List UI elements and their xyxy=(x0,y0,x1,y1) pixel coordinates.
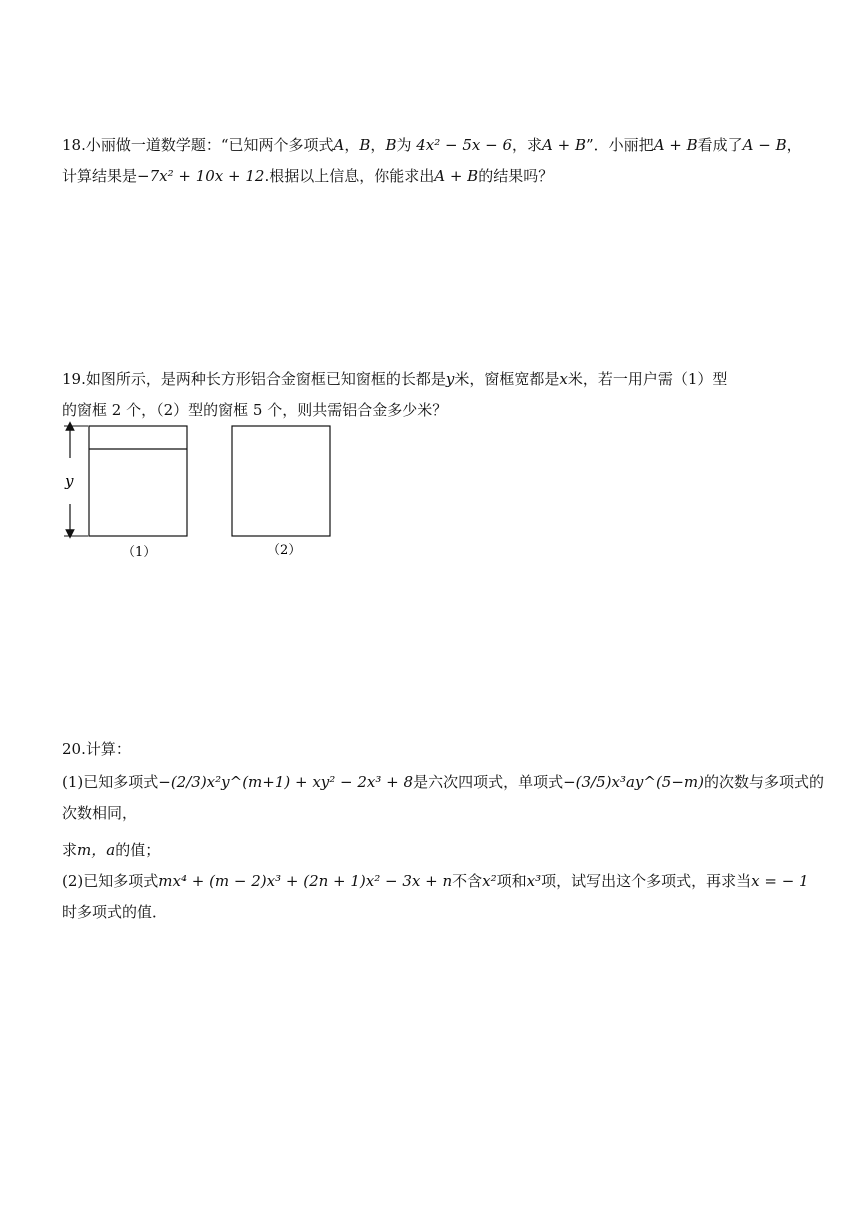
question-number: 19. xyxy=(62,370,86,388)
caption-2: （2） xyxy=(267,543,302,558)
question-18 xyxy=(62,130,832,192)
var-b: B xyxy=(385,136,397,154)
question-20-part-1-cont xyxy=(62,835,832,866)
window-frame-type-2 xyxy=(232,426,330,536)
monomial: −(3/5)x³ay^(5−m) xyxy=(563,773,704,791)
text: 的次数与多项式的次数相同， xyxy=(62,773,825,822)
text: 项和 xyxy=(496,872,527,890)
window-frame-type-1 xyxy=(89,426,187,536)
question-18-line-1 xyxy=(62,130,832,161)
question-number: 20. xyxy=(62,740,86,758)
expr-a-plus-b: A + B xyxy=(653,136,698,154)
text: ， xyxy=(786,136,802,154)
var-a: A xyxy=(333,136,345,154)
text: .根据以上信息，你能求出 xyxy=(264,167,435,185)
text: 小丽做一道数学题：“已知两个多项式 xyxy=(85,136,334,154)
polynomial-1: −(2/3)x²y^(m+1) + xy² − 2x³ + 8 xyxy=(158,773,414,791)
text: ， xyxy=(370,136,386,154)
question-number: 18. xyxy=(62,136,86,154)
var-b: B xyxy=(359,136,371,154)
text: 看成了 xyxy=(697,136,743,154)
text: 的窗框 2 个，（2）型的窗框 5 个，则共需铝合金多少米？ xyxy=(62,401,448,419)
var-y: y xyxy=(445,370,455,388)
text: 是六次四项式，单项式 xyxy=(413,773,564,791)
question-18-line-2 xyxy=(62,161,832,192)
term-x3: x³ xyxy=(526,872,542,890)
window-frames-figure xyxy=(58,420,348,570)
text: 计算： xyxy=(85,740,131,758)
text: 时多项式的值． xyxy=(62,903,168,921)
expr-a-plus-b: A + B xyxy=(542,136,587,154)
result-polynomial: −7x² + 10x + 12 xyxy=(137,167,265,185)
expr-a-plus-b: A + B xyxy=(434,167,479,185)
text: 的结果吗？ xyxy=(478,167,554,185)
var-x: x xyxy=(559,370,568,388)
dimension-label-y: y xyxy=(65,472,74,490)
text: ”．小丽把 xyxy=(586,136,654,154)
question-20 xyxy=(62,734,832,928)
text: 计算结果是 xyxy=(62,167,138,185)
polynomial-2: mx⁴ + (m − 2)x³ + (2n + 1)x² − 3x + n xyxy=(158,872,453,890)
question-20-part-1 xyxy=(62,767,832,829)
condition-x: x = − 1 xyxy=(751,872,809,890)
text: 项，试写出这个多项式，再求当 xyxy=(541,872,752,890)
text: ，求 xyxy=(512,136,543,154)
question-20-part-2-cont xyxy=(62,897,832,928)
vars-m-a: m，a xyxy=(77,841,116,859)
text: 求 xyxy=(62,841,78,859)
term-x2: x² xyxy=(482,872,497,890)
part-label: (1) xyxy=(62,773,84,791)
text: 为 xyxy=(396,136,417,154)
text: 米，窗框宽都是 xyxy=(454,370,560,388)
text: 已知多项式 xyxy=(83,773,159,791)
question-20-title xyxy=(62,734,832,765)
polynomial-b: 4x² − 5x − 6 xyxy=(416,136,513,154)
text: 的值； xyxy=(115,841,161,859)
text: 如图所示，是两种长方形铝合金窗框已知窗框的长都是 xyxy=(85,370,446,388)
question-20-part-2 xyxy=(62,866,832,897)
question-19 xyxy=(62,364,832,426)
question-19-line-1 xyxy=(62,364,832,395)
text: 不含 xyxy=(452,872,483,890)
caption-1: （1） xyxy=(122,545,157,560)
expr-a-minus-b: A − B xyxy=(742,136,787,154)
text: ， xyxy=(344,136,360,154)
part-label: (2) xyxy=(62,872,84,890)
text: 米，若一用户需（1）型 xyxy=(567,370,728,388)
text: 已知多项式 xyxy=(83,872,159,890)
